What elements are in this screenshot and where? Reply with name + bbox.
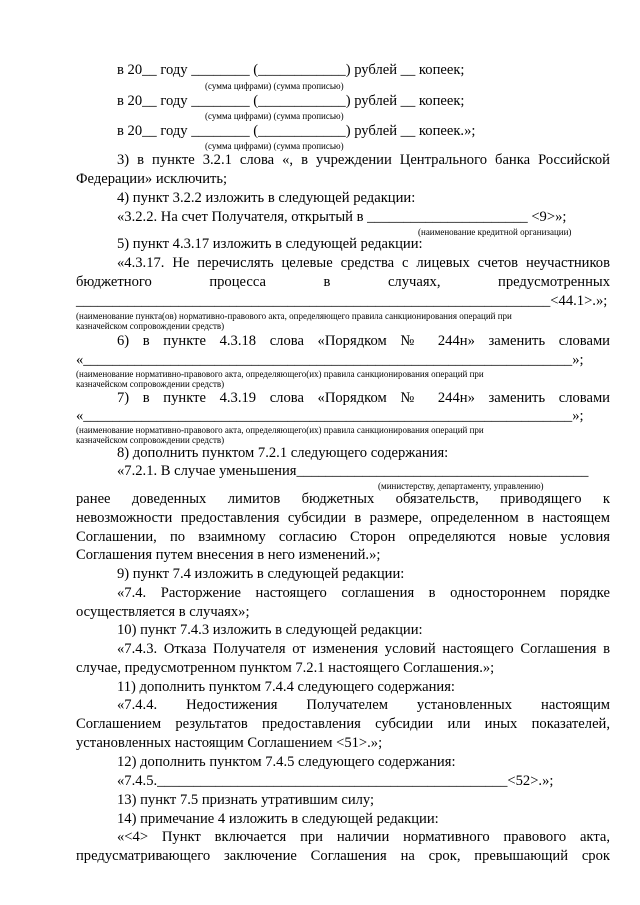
item-3-line-1: 3) в пункте 3.2.1 слова «, в учреждении Центрального банка Российской <box>117 152 610 168</box>
item-4-heading: 4) пункт 3.2.2 изложить в следующей редакции: <box>117 190 416 206</box>
item-9-line-2: осуществляется в случаях»; <box>76 604 250 620</box>
item-11-heading: 11) дополнить пунктом 7.4.4 следующего содержания: <box>117 679 455 695</box>
item-8-heading: 8) дополнить пунктом 7.2.1 следующего содержания: <box>117 445 449 461</box>
item-4-quote: «3.2.2. На счет Получателя, открытый в ______________________ <9>»; <box>117 209 567 225</box>
item-3-line-2: Федерации» исключить; <box>76 171 228 187</box>
item-9-line-1: «7.4. Расторжение настоящего соглашения в одностороннем порядке <box>117 585 610 601</box>
item-8-line-2: ранее доведенных лимитов бюджетных обязательств, приводящего к <box>76 491 610 507</box>
item-8-caption: (министерству, департаменту, управлению) <box>378 481 544 491</box>
item-8-line-5: Соглашения путем внесения в него изменений.»; <box>76 547 381 563</box>
item-11-line-1: «7.4.4. Недостижения Получателем установленных настоящим <box>117 697 610 713</box>
item-4-caption: (наименование кредитной организации) <box>418 227 572 237</box>
sum-row-2-caption: (сумма цифрами) (сумма прописью) <box>205 111 344 121</box>
item-5-line-2: бюджетного процесса в случаях, предусмотренных <box>76 274 610 290</box>
item-6-caption-2: казначейском сопровождении средств) <box>76 379 225 389</box>
sum-row-2: в 20__ году ________ (____________) рублей __ копеек; <box>117 93 465 109</box>
item-10-line-1: «7.4.3. Отказа Получателя от изменения условий настоящего Соглашения в <box>117 641 610 657</box>
item-6-caption-1: (наименование нормативно-правового акта, определяющего(их) правила санкционирования операций при <box>76 369 484 379</box>
item-14-heading: 14) примечание 4 изложить в следующей редакции: <box>117 811 439 827</box>
item-5-heading: 5) пункт 4.3.17 изложить в следующей редакции: <box>117 236 423 252</box>
item-5-caption-1: (наименование пункта(ов) нормативно-правового акта, определяющего правила санкционирования операций при <box>76 311 512 321</box>
sum-row-1-caption: (сумма цифрами) (сумма прописью) <box>205 81 344 91</box>
item-12-quote: «7.4.5.________________________________________________<52>.»; <box>117 773 554 789</box>
item-5-line-1: «4.3.17. Не перечислять целевые средства с лицевых счетов неучастников <box>117 255 610 271</box>
item-5-line-3: _________________________________________________________________<44.1>.»; <box>76 293 608 309</box>
sum-row-1: в 20__ году ________ (____________) рублей __ копеек; <box>117 62 465 78</box>
item-13: 13) пункт 7.5 признать утратившим силу; <box>117 792 375 808</box>
item-8-line-3: невозможности предоставления субсидии в размере, определенном в настоящем <box>76 510 610 526</box>
item-6-line-2: «___________________________________________________________________»; <box>76 352 584 368</box>
item-9-heading: 9) пункт 7.4 изложить в следующей редакции: <box>117 566 405 582</box>
item-11-line-2: Соглашением результатов предоставления субсидии или иных показателей, <box>76 716 610 732</box>
sum-row-3-caption: (сумма цифрами) (сумма прописью) <box>205 141 344 151</box>
item-10-heading: 10) пункт 7.4.3 изложить в следующей редакции: <box>117 622 423 638</box>
item-7-caption-1: (наименование нормативно-правового акта, определяющего(их) правила санкционирования операций при <box>76 425 484 435</box>
item-14-line-2: предусматривающего заключение Соглашения на срок, превышающий срок <box>76 848 610 864</box>
item-7-caption-2: казначейском сопровождении средств) <box>76 435 225 445</box>
item-8-line-4: Соглашении, по взаимному согласию Сторон определяются новые условия <box>76 529 610 545</box>
item-6-line-1: 6) в пункте 4.3.18 слова «Порядком № 244н» заменить словами <box>117 333 610 349</box>
item-5-caption-2: казначейском сопровождении средств) <box>76 321 225 331</box>
item-12-heading: 12) дополнить пунктом 7.4.5 следующего содержания: <box>117 754 456 770</box>
sum-row-3: в 20__ году ________ (____________) рублей __ копеек.»; <box>117 123 476 139</box>
item-7-line-1: 7) в пункте 4.3.19 слова «Порядком № 244н» заменить словами <box>117 390 610 406</box>
item-14-line-1: «<4> Пункт включается при наличии нормативного правового акта, <box>117 829 610 845</box>
item-11-line-3: установленных настоящим Соглашением <51>.»; <box>76 735 383 751</box>
item-7-line-2: «___________________________________________________________________»; <box>76 408 584 424</box>
item-10-line-2: случае, предусмотренном пунктом 7.2.1 настоящего Соглашения.»; <box>76 660 495 676</box>
item-8-quote: «7.2.1. В случае уменьшения________________________________________ <box>117 463 589 479</box>
